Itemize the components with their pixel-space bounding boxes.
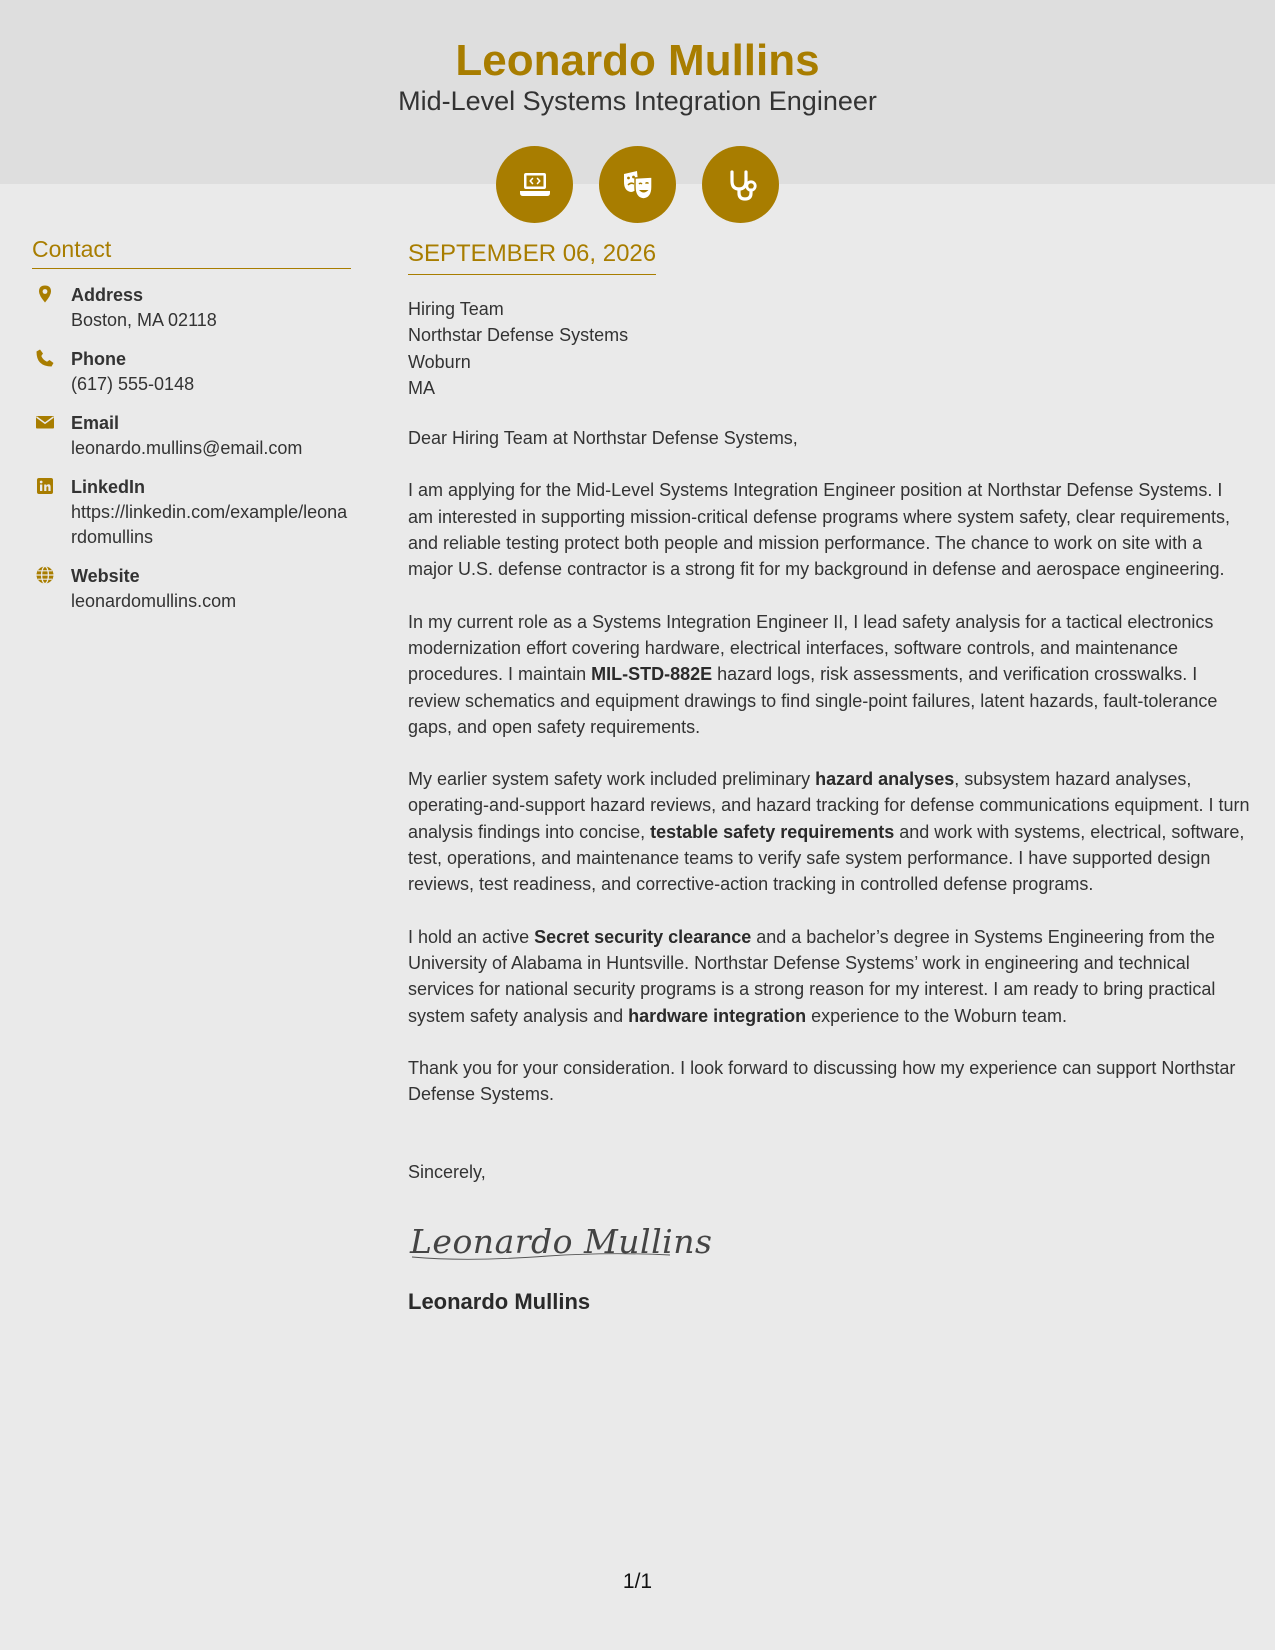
handwritten-signature (408, 1209, 713, 1269)
job-title: Mid-Level Systems Integration Engineer (398, 86, 877, 116)
paragraph-text: experience to the Woburn team. (806, 1005, 1067, 1026)
page-number: 1/1 (622, 1570, 653, 1593)
contact-address (32, 283, 351, 333)
contact-email (32, 411, 351, 461)
contact-label: Email (71, 413, 120, 433)
contact-linkedin (32, 475, 351, 550)
applicant-name: Leonardo Mullins (455, 36, 820, 85)
contact-label: Address (71, 285, 144, 305)
theater-masks-icon (599, 146, 676, 223)
salutation: Dear Hiring Team at Northstar Defense Systems, (408, 428, 798, 449)
letter-paragraph (408, 477, 1250, 582)
letter-date: SEPTEMBER 06, 2026 (408, 240, 656, 275)
letter-paragraph (408, 766, 1250, 897)
laptop-code-icon (496, 146, 573, 223)
linkedin-value[interactable]: https://linkedin.com/example/leonardomullins (71, 502, 348, 547)
paragraph-text: Thank you for your consideration. I look forward to discussing how my experience can support Northstar Defense Systems. (408, 1057, 1236, 1105)
paragraph-text: In my current role as a Systems Integration Engineer II, I lead safety analysis for a tactical electronics modernization effort covering hardware, electrical interfaces, software controls, and maintenance procedures. I maintain (408, 611, 1214, 685)
contact-phone (32, 347, 351, 397)
globe-icon (35, 565, 55, 585)
svg-text:Leonardo Mullins: Leonardo Mullins (410, 1222, 713, 1262)
closing: Sincerely, (408, 1162, 486, 1183)
recipient-line: MA (408, 377, 435, 398)
emphasis-text: testable safety requirements (650, 821, 895, 842)
emphasis-text: hazard analyses (815, 769, 955, 790)
website-value[interactable]: leonardomullins.com (71, 591, 237, 611)
paragraph-text: , subsystem hazard analyses, operating-and-support hazard reviews, and hazard tracking for defense communications equipment. I turn analysis findings into concise, (408, 769, 1250, 842)
signature (408, 1209, 1250, 1269)
contact-sidebar (32, 236, 351, 614)
recipient-line: Northstar Defense Systems (408, 325, 629, 346)
contact-label: LinkedIn (71, 477, 146, 497)
contact-heading: Contact (32, 236, 351, 269)
phone-icon (35, 348, 55, 368)
recipient-block (408, 296, 1250, 401)
paragraph-text: and a bachelor’s degree in Systems Engineering from the University of Alabama in Huntsville. Northstar Defense Systems’ work in engineering and technical services for national security programs is a strong reason for my interest. I am ready to bring practical system safety analysis and (408, 926, 1216, 1026)
emphasis-text: Secret security clearance (534, 926, 752, 947)
emphasis-text: MIL-STD-882E (591, 664, 713, 685)
paragraph-text: hazard logs, risk assessments, and verification crosswalks. I review schematics and equipment drawings to find single-point failures, latent hazards, fault-tolerance gaps, and open safety requirements. (408, 664, 1218, 737)
envelope-icon (35, 412, 55, 432)
paragraph-text: My earlier system safety work included preliminary (408, 769, 816, 790)
letter-paragraphs (408, 477, 1250, 1107)
contact-website (32, 564, 351, 614)
email-value[interactable]: leonardo.mullins@email.com (71, 438, 303, 458)
interest-icons (0, 146, 1275, 223)
letter-body (408, 240, 1250, 1315)
signer-name: Leonardo Mullins (408, 1289, 591, 1315)
letter-paragraph (408, 609, 1250, 740)
address-value: Boston, MA 02118 (71, 310, 217, 330)
linkedin-icon (35, 476, 55, 496)
paragraph-text: I hold an active (408, 926, 535, 947)
emphasis-text: hardware integration (628, 1005, 807, 1026)
contact-label: Phone (71, 349, 127, 369)
recipient-line: Hiring Team (408, 299, 504, 319)
stethoscope-icon (702, 146, 779, 223)
recipient-line: Woburn (408, 351, 471, 372)
map-pin-icon (35, 284, 55, 304)
letter-paragraph (408, 1055, 1250, 1108)
letter-paragraph (408, 924, 1250, 1029)
paragraph-text: and work with systems, electrical, software, test, operations, and maintenance teams to verify safe system performance. I have supported design reviews, test readiness, and corrective-action tracking in controlled defense programs. (408, 821, 1245, 895)
paragraph-text: I am applying for the Mid-Level Systems Integration Engineer position at Northstar Defense Systems. I am interested in supporting mission-critical defense programs where system safety, clear requirements, and reliable testing protect both people and mission performance. The chance to work on site with a major U.S. defense contractor is a strong fit for my background in defense and aerospace engineering. (408, 480, 1231, 580)
phone-value[interactable]: (617) 555-0148 (71, 374, 195, 394)
contact-label: Website (71, 566, 140, 586)
